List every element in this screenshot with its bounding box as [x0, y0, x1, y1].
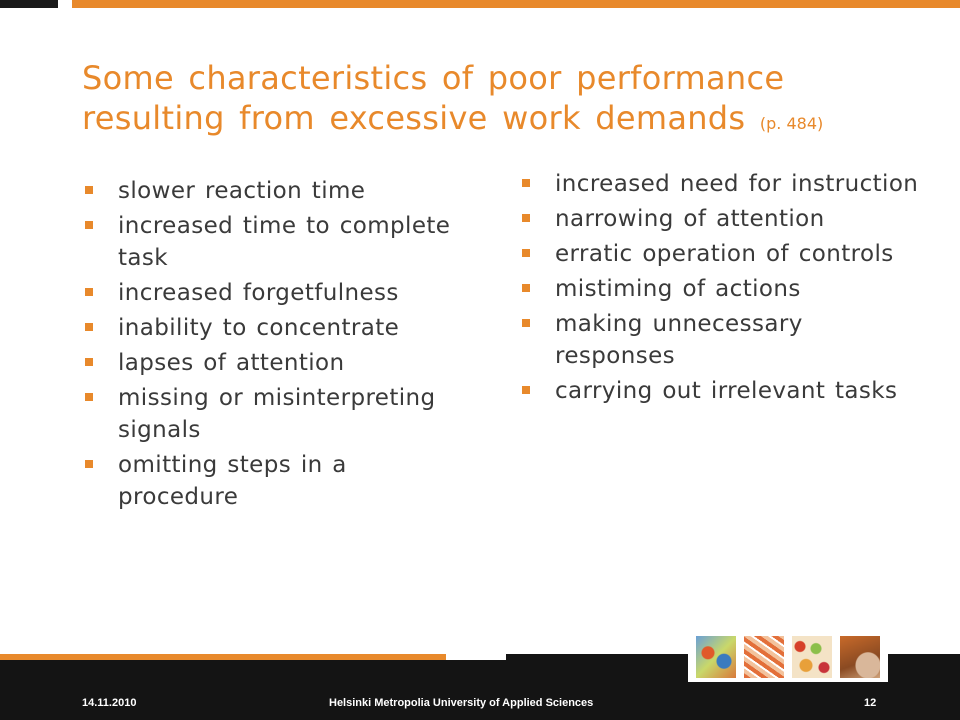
bullet-text: missing or misinterpreting signals: [118, 385, 436, 443]
bullet-item: [519, 375, 919, 407]
bullet-text: mistiming of actions: [555, 276, 801, 302]
bullet-square-icon: [522, 179, 530, 187]
bullet-item: [519, 168, 919, 200]
bullet-item: [82, 277, 462, 309]
bullet-item: [82, 347, 462, 379]
bullet-square-icon: [85, 221, 93, 229]
bullet-text: slower reaction time: [118, 178, 366, 204]
bullet-text: increased need for instruction: [555, 171, 919, 197]
bullet-text: inability to concentrate: [118, 315, 400, 341]
bullet-square-icon: [522, 284, 530, 292]
bullet-text: omitting steps in a procedure: [118, 452, 347, 510]
footer-institution: Helsinki Metropolia University of Applied Sciences: [329, 697, 594, 709]
bullet-square-icon: [85, 460, 93, 468]
bullet-text: increased forgetfulness: [118, 280, 399, 306]
bullet-item: [82, 312, 462, 344]
slide-title-page-ref: (p. 484): [759, 114, 824, 133]
bullet-text: narrowing of attention: [555, 206, 825, 232]
bullet-square-icon: [522, 249, 530, 257]
slide-title-main: Some characteristics of poor performance resulting from excessive work demands: [82, 59, 785, 137]
bullet-square-icon: [85, 186, 93, 194]
decorative-thumbnail-image: [792, 636, 832, 678]
bullet-square-icon: [85, 393, 93, 401]
footer-page-number: 12: [864, 697, 877, 709]
bullet-square-icon: [522, 214, 530, 222]
bullet-item: [519, 273, 919, 305]
bullet-square-icon: [85, 358, 93, 366]
bullet-text: increased time to complete task: [118, 213, 451, 271]
footer-date: 14.11.2010: [82, 697, 137, 709]
bullet-text: erratic operation of controls: [555, 241, 894, 267]
bullet-square-icon: [85, 323, 93, 331]
bullet-text: making unnecessary responses: [555, 311, 803, 369]
bullet-item: [519, 308, 919, 372]
bullet-item: [519, 203, 919, 235]
top-bar-accent: [72, 0, 960, 8]
bullet-square-icon: [522, 319, 530, 327]
bullet-list-left: [82, 175, 462, 516]
decorative-thumbnail-image: [840, 636, 880, 678]
bullet-square-icon: [85, 288, 93, 296]
bullet-item: [519, 238, 919, 270]
bullet-item: [82, 175, 462, 207]
decorative-thumbnail-image: [744, 636, 784, 678]
bullet-list-right: [519, 168, 919, 410]
top-bar-dark: [0, 0, 58, 8]
bullet-square-icon: [522, 386, 530, 394]
bullet-text: carrying out irrelevant tasks: [555, 378, 898, 404]
bullet-item: [82, 210, 462, 274]
slide-title: [82, 58, 922, 144]
bullet-text: lapses of attention: [118, 350, 345, 376]
bullet-item: [82, 382, 462, 446]
decorative-thumbnail-image: [696, 636, 736, 678]
bullet-item: [82, 449, 462, 513]
